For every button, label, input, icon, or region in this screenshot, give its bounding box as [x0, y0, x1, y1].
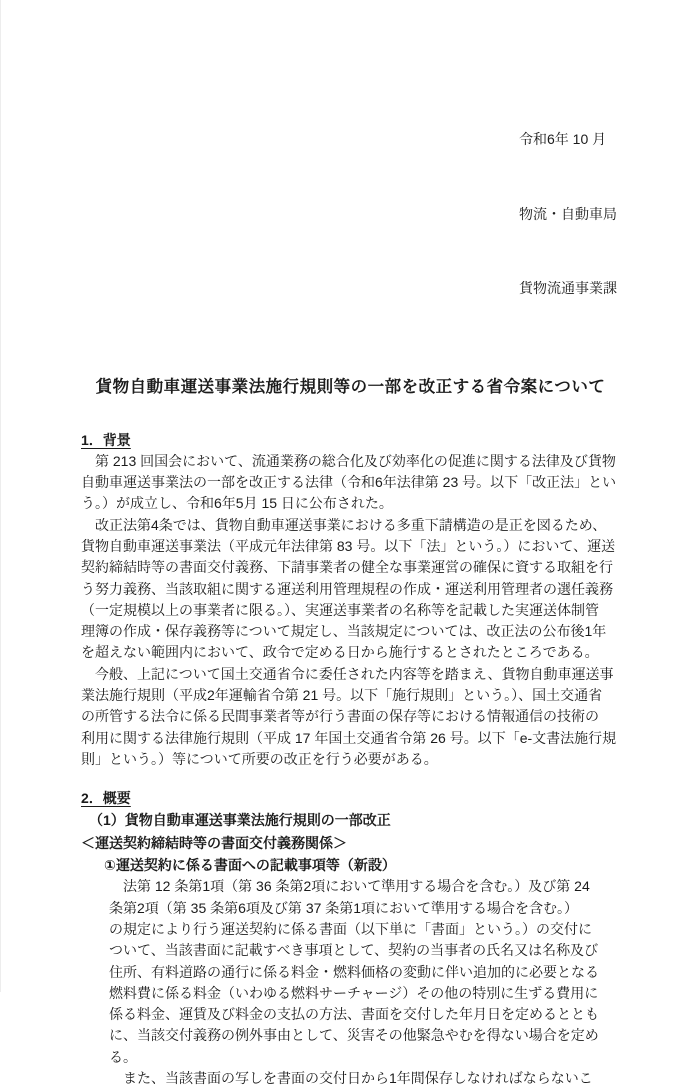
- text-line: 業法施行規則（平成2年運輸省令第 21 号。以下「施行規則」という。）、国土交通省: [81, 687, 603, 703]
- text-line: 燃料費に係る料金（いわゆる燃料サーチャージ）その他の特別に生ずる費用に: [109, 984, 599, 1001]
- section1-heading: [81, 429, 642, 451]
- text-line: 貨物自動車運送事業法（平成元年法律第 83 号。以下「法」という。）において、運送: [81, 537, 616, 554]
- text-line: 理簿の作成・保存義務等について規定し、当該規定については、改正法の公布後1年: [81, 623, 607, 640]
- section2-sub3: ①運送契約に係る書面への記載事項等（新設）: [104, 857, 396, 873]
- text-line: 契約締結時等の書面交付義務、下請事業者の健全な事業運営の確保に資する取組を行: [81, 559, 613, 576]
- section1-heading-text: 1．背景: [81, 431, 131, 448]
- section2-body: [109, 876, 642, 1089]
- text-line: 第 213 回国会において、流通業務の総合化及び効率化の促進に関する法律及び貨物: [81, 452, 616, 469]
- doc-header: [519, 0, 700, 350]
- text-line: う努力義務、当該取組に関する運送利用管理規程の作成・運送利用管理者の選任義務: [81, 580, 613, 597]
- text-line: 則」という。）等について所要の改正を行う必要がある。: [81, 750, 438, 767]
- text-line: を超えない範囲内において、政令で定める日から施行するとされたところである。: [81, 644, 599, 661]
- section2-sub1: （1）貨物自動車運送事業法施行規則の一部改正: [89, 812, 391, 829]
- text-line: 条第2項（第 35 条第6項及び第 37 条第1項において準用する場合を含む。）: [109, 899, 579, 916]
- section2-heading: [81, 787, 642, 809]
- text-line: 自動車運送事業法の一部を改正する法律（令和6年法律第 23 号。以下「改正法」とい: [81, 474, 617, 491]
- doc-date: 令和6年 10 月: [519, 131, 607, 148]
- text-line: （一定規模以上の事業者に限る。）、実運送事業者の名称等を記載した実運送体制管: [81, 601, 599, 618]
- text-line: う。）が成立し、令和6年5月 15 日に公布された。: [81, 495, 393, 512]
- text-line: る。: [109, 1048, 137, 1065]
- text-line: の所管する法令に係る民間事業者等が行う書面の保存等における情報通信の技術の: [81, 708, 599, 725]
- section2-sub2: ＜運送契約締結時等の書面交付義務関係＞: [81, 834, 347, 851]
- section2-heading-text: 2．概要: [81, 790, 131, 807]
- doc-bureau: 物流・自動車局: [519, 205, 617, 222]
- doc-content: [81, 429, 642, 1089]
- text-line: 改正法第4条では、貨物自動車運送事業における多重下請構造の是正を図るため、: [81, 516, 607, 533]
- text-line: また、当該書面の写しを書面の交付日から1年間保存しなければならないこ: [109, 1070, 593, 1087]
- text-line: 利用に関する法律施行規則（平成 17 年国土交通省令第 26 号。以下「e-文書法施行規: [81, 729, 617, 746]
- text-line: 法第 12 条第1項（第 36 条第2項において準用する場合を含む。）及び第 24: [109, 878, 590, 895]
- section1-body: [81, 451, 642, 770]
- text-line: に、当該交付義務の例外事由として、災害その他緊急やむを得ない場合を定め: [109, 1027, 599, 1044]
- text-line: 住所、有料道路の通行に係る料金・燃料価格の変動に伴い追加的に必要となる: [109, 963, 599, 980]
- doc-title: 貨物自動車運送事業法施行規則等の一部を改正する省令案について: [95, 377, 606, 396]
- doc-division: 貨物流通事業課: [519, 279, 617, 296]
- text-line: 今般、上記について国土交通省令に委任された内容等を踏まえ、貨物自動車運送事: [81, 665, 614, 682]
- text-line: 係る料金、運賃及び料金の支払の方法、書面を交付した年月日を定めるととも: [109, 1006, 599, 1023]
- text-line: ついて、当該書面に記載すべき事項として、契約の当事者の氏名又は名称及び: [109, 942, 599, 959]
- text-line: の規定により行う運送契約に係る書面（以下単に「書面」という。）の交付に: [109, 921, 592, 937]
